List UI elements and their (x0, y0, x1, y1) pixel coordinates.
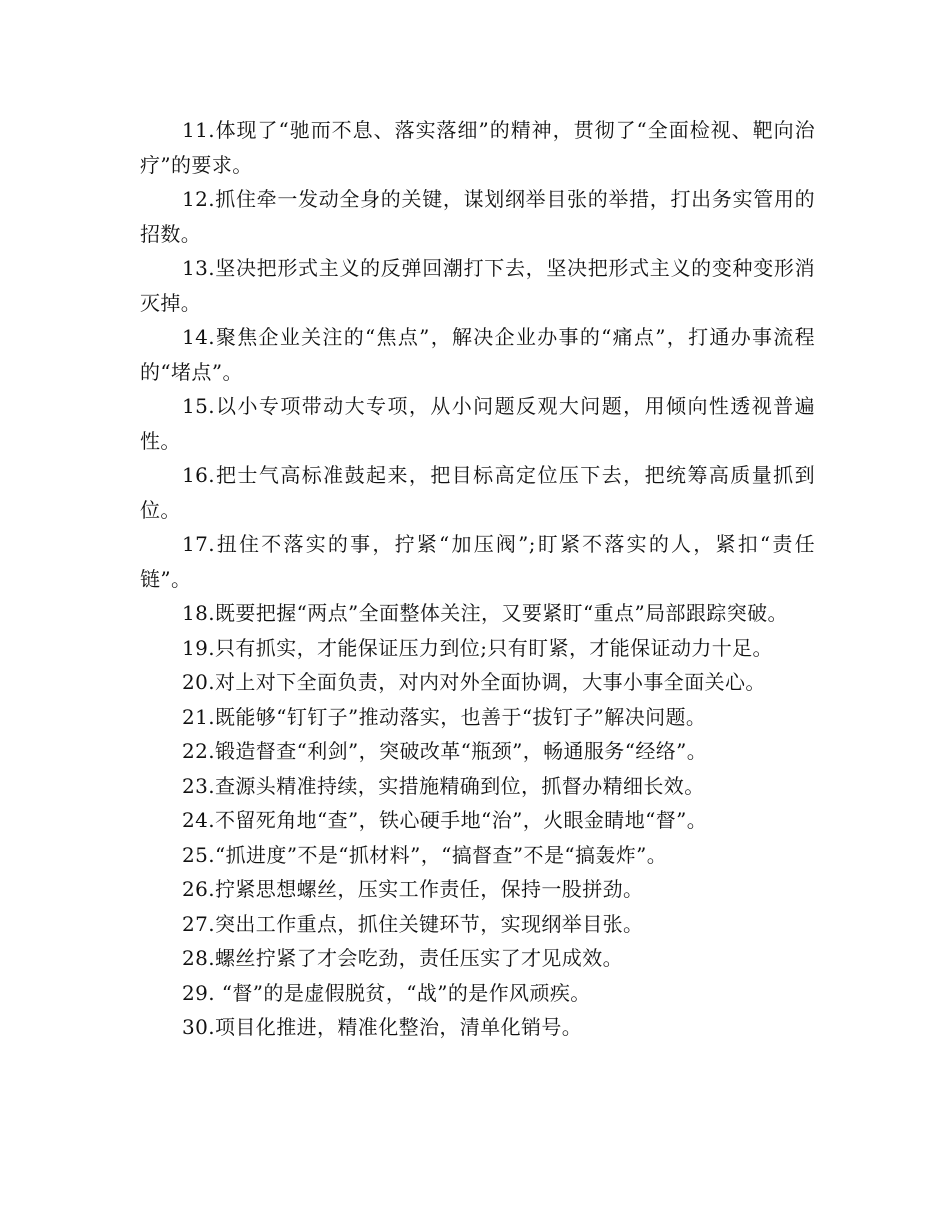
list-item: 14.聚焦企业关注的“焦点”，解决企业办事的“痛点”，打通办事流程的“堵点”。 (140, 325, 815, 384)
list-item: 11.体现了“驰而不息、落实落细”的精神，贯彻了“全面检视、靶向治疗”的要求。 (140, 118, 815, 177)
list-item: 25.“抓进度”不是“抓材料”，“搞督查”不是“搞轰炸”。 (182, 842, 668, 867)
list-item: 30.项目化推进，精准化整治，清单化销号。 (182, 1015, 583, 1039)
list-item: 23.查源头精准持续，实措施精确到位，抓督办精细长效。 (182, 773, 705, 798)
list-item: 18.既要把握“两点”全面整体关注，又要紧盯“重点”局部跟踪突破。 (182, 601, 788, 625)
list-item: 28.螺丝拧紧了才会吃劲，责任压实了才见成效。 (182, 946, 624, 970)
list-item: 15.以小专项带动大专项，从小问题反观大问题，用倾向性透视普遍性。 (140, 394, 815, 453)
list-item: 26.拧紧思想螺丝，压实工作责任，保持一股拼劲。 (182, 877, 644, 901)
list-item: 20.对上对下全面负责，对内对外全面协调，大事小事全面关心。 (182, 670, 766, 694)
list-item: 24.不留死角地“查”，铁心硬手地“治”，火眼金睛地“督”。 (182, 808, 708, 832)
list-item: 19.只有抓实，才能保证压力到位;只有盯紧，才能保证动力十足。 (182, 635, 773, 660)
list-item: 16.把士气高标准鼓起来，把目标高定位压下去，把统筹高质量抓到位。 (140, 463, 815, 522)
list-item: 29. “督”的是虚假脱贫，“战”的是作风顽疾。 (182, 980, 591, 1005)
list-item: 27.突出工作重点，抓住关键环节，实现纲举目张。 (182, 911, 644, 936)
list-item: 17.扭住不落实的事，拧紧“加压阀”;盯紧不落实的人，紧扣“责任链”。 (140, 532, 815, 591)
list-item: 13.坚决把形式主义的反弹回潮打下去，坚决把形式主义的变种变形消灭掉。 (140, 256, 815, 315)
document-body (140, 113, 815, 1045)
list-item: 22.锻造督查“利剑”，突破改革“瓶颈”，畅通服务“经络”。 (182, 739, 708, 763)
list-item: 12.抓住牵一发动全身的关键，谋划纲举目张的举措，打出务实管用的招数。 (140, 187, 815, 246)
list-item: 21.既能够“钉钉子”推动落实，也善于“拔钉子”解决问题。 (182, 704, 707, 729)
